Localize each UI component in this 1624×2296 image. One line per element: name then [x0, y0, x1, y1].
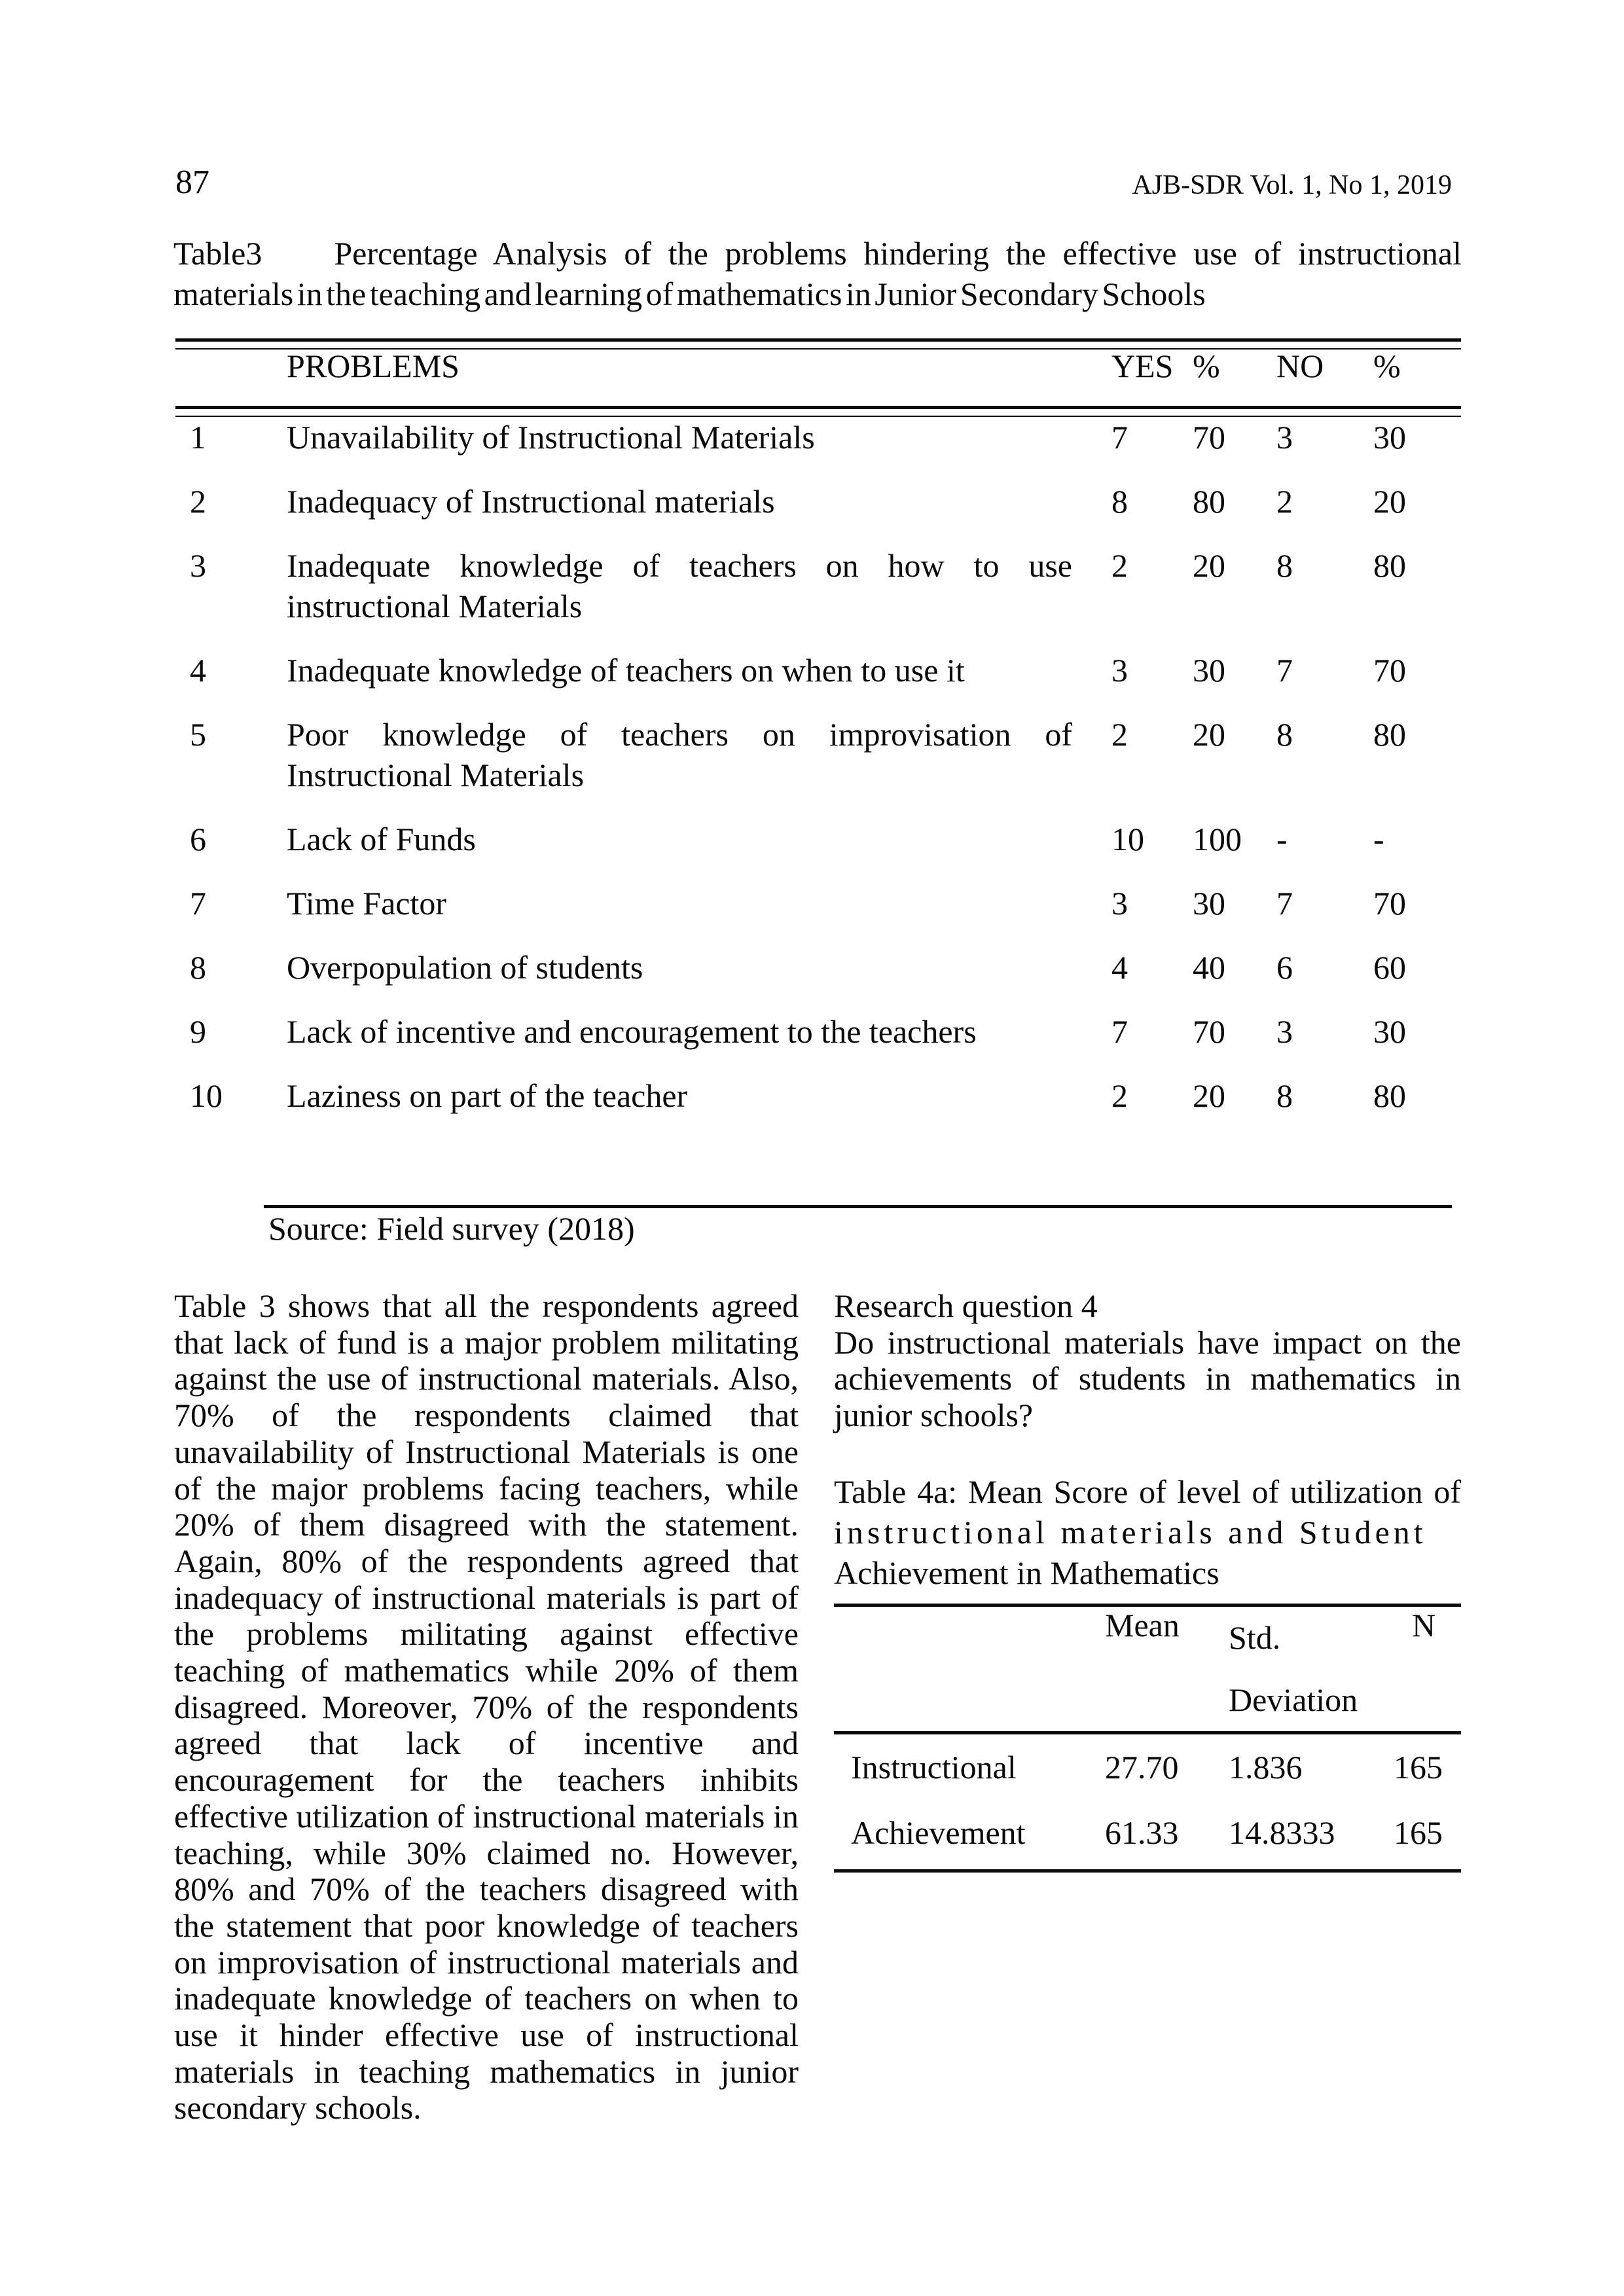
table3-header-no: NO [1276, 348, 1324, 384]
table3-header-no-pct: % [1373, 348, 1401, 384]
table-row: Instructional 27.70 1.836 165 [851, 1748, 1443, 1785]
table4a-caption-line2: instructional materials and Student [834, 1513, 1427, 1551]
table3-body [175, 417, 1461, 1116]
table3-source: Source: Field survey (2018) [268, 1210, 635, 1247]
left-column-paragraph: Table 3 shows that all the respondents agreed that lack of fund is a major problem militating against the use of instructional materials. Also, 70% of the respondents claimed that unavailability of Instructional Materials is one of the major problems facing teachers, while 20% of them disagreed with the statement. Again, 80% of the respondents agreed that inadequacy of instructional materials is part of the problems militating against effective teaching of mathematics while 20% of them disagreed. Moreover, 70% of the respondents agreed that lack of incentive and encouragement for the teachers inhibits effective utilization of instructional materials in teaching, while 30% claimed no. However, 80% and 70% of the teachers disagreed with the statement that poor knowledge of teachers on improvisation of instructional materials and inadequate knowledge of teachers on when to use it hinder effective use of instructional materials in teaching mathematics in junior secondary schools. [174, 1287, 799, 2126]
table-row: 7 Time Factor 3 30 7 70 [190, 885, 1406, 922]
table4a-body [834, 1734, 1461, 1869]
table-row: 9 Lack of incentive and encouragement to the teachers 7 70 3 30 [190, 1013, 1406, 1050]
table4a-bottom-rule [834, 1869, 1461, 1873]
table3-header-problems: PROBLEMS [287, 348, 460, 384]
table-row: 8 Overpopulation of students 4 40 6 60 [190, 949, 1406, 986]
table-row: 4 Inadequate knowledge of teachers on when to use it 3 30 7 70 [190, 652, 1406, 689]
table-row: 5 Poor knowledge of teachers on improvisation of Instructional Materials 2 20 8 80 [190, 716, 1406, 793]
table3-caption-line1: Percentage Analysis of the problems hindering the effective use of instructional [334, 235, 1462, 272]
table3 [175, 338, 1461, 1139]
table-row: Achievement 61.33 14.8333 165 [851, 1814, 1443, 1851]
table3-caption-label: Table3 [173, 235, 262, 272]
table3-bottom-rule [264, 1205, 1452, 1208]
table4a [834, 1604, 1461, 1873]
table-row: 2 Inadequacy of Instructional materials 8 80 2 20 [190, 483, 1406, 520]
table-row: 3 Inadequate knowledge of teachers on how to use instructional Materials 2 20 8 80 [190, 547, 1406, 624]
table-row: 10 Laziness on part of the teacher 2 20 8 80 [190, 1077, 1406, 1114]
table-row: 1 Unavailability of Instructional Materials 7 70 3 30 [190, 419, 1406, 456]
table4a-caption-line1: Table 4a: Mean Score of level of utilization of [834, 1473, 1461, 1510]
table-row: 6 Lack of Funds 10 100 - - [190, 821, 1384, 857]
table3-header-num [175, 350, 287, 382]
table3-caption [173, 233, 1462, 314]
research-question-text: Do instructional materials have impact on the achievements of students in mathematics in junior schools? [834, 1323, 1461, 1434]
body-columns [174, 1288, 1461, 2126]
table3-header-row [175, 350, 1461, 406]
table4a-header-row [834, 1607, 1461, 1731]
table4a-header-mean: Mean [1105, 1606, 1180, 1643]
table3-header-yes: YES [1111, 348, 1174, 384]
research-question-title: Research question 4 [834, 1287, 1098, 1324]
table4a-caption-line3: Achievement in Mathematics [834, 1554, 1219, 1591]
right-column [834, 1288, 1461, 2126]
journal-header: AJB-SDR Vol. 1, No 1, 2019 [1132, 170, 1452, 200]
table3-header-yes-pct: % [1193, 348, 1220, 384]
table4a-header-n: N [1412, 1606, 1436, 1643]
page-number: 87 [175, 164, 209, 201]
table4a-caption [834, 1471, 1461, 1593]
table4a-header-std: Std. Deviation [1229, 1619, 1358, 1718]
table3-header-rule [175, 406, 1461, 417]
table3-caption-line2: materials in the teaching and learning of mathematics in Junior Secondary Schools [173, 276, 1206, 312]
